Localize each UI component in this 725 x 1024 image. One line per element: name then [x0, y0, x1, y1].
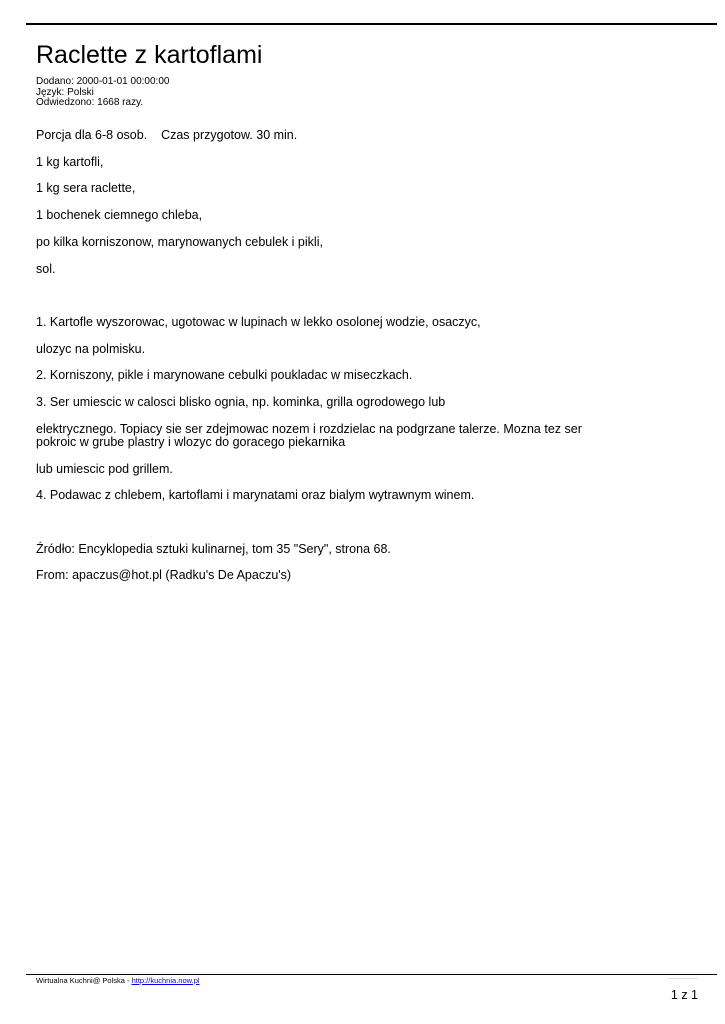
recipe-line: Porcja dla 6-8 osob. Czas przygotow. 30 min.: [36, 128, 298, 142]
recipe-source: Źródło: Encyklopedia sztuki kulinarnej, tom 35 "Sery", strona 68.: [36, 541, 391, 556]
meta-visited: Odwiedzono: 1668 razy.: [36, 97, 144, 108]
recipe-author: From: apaczus@hot.pl (Radku's De Apaczu's): [36, 568, 292, 583]
footer: [36, 976, 200, 985]
recipe-content: [36, 129, 596, 583]
recipe-line: lub umiescic pod grillem.: [36, 461, 173, 476]
recipe-line: 3. Ser umiescic w calosci blisko ognia, np. kominka, grilla ogrodowego lub: [36, 395, 446, 410]
recipe-line: 4. Podawac z chlebem, kartoflami i marynatami oraz bialym wytrawnym winem.: [36, 488, 475, 503]
recipe-line: 1 kg kartofli,: [36, 154, 104, 169]
meta-language: Język: Polski: [36, 86, 94, 98]
footer-site-name: Wirtualna Kuchni@ Polska -: [36, 976, 132, 985]
recipe-line: 1. Kartofle wyszorowac, ugotowac w lupinach w lekko osolonej wodzie, osaczyc,: [36, 314, 481, 329]
recipe-line: po kilka korniszonow, marynowanych cebulek i pikli,: [36, 234, 323, 249]
footer-mark: [668, 978, 698, 979]
recipe-line: elektrycznego. Topiacy sie ser zdejmowac nozem i rozdzielac na podgrzane talerze. Mozna tez ser pokroic w grube plastry i wlozyc do goracego piekarnika: [36, 421, 582, 449]
recipe-line: [36, 516, 596, 529]
recipe-line: 1 kg sera raclette,: [36, 181, 136, 196]
footer-rule: [26, 974, 717, 975]
recipe-line: sol.: [36, 261, 56, 276]
recipe-line: ulozyc na polmisku.: [36, 341, 146, 356]
footer-site-link[interactable]: http://kuchnia.now.pl: [131, 976, 200, 985]
recipe-meta: [36, 77, 169, 109]
recipe-line: 2. Korniszony, pikle i marynowane cebulki poukladac w miseczkach.: [36, 368, 413, 383]
meta-added: Dodano: 2000-01-01 00:00:00: [36, 76, 170, 87]
page-title: Raclette z kartoflami: [36, 41, 263, 69]
page-number: 1 z 1: [670, 988, 698, 1002]
recipe-line: [36, 289, 596, 302]
top-rule: [26, 23, 717, 25]
recipe-line: 1 bochenek ciemnego chleba,: [36, 208, 203, 223]
